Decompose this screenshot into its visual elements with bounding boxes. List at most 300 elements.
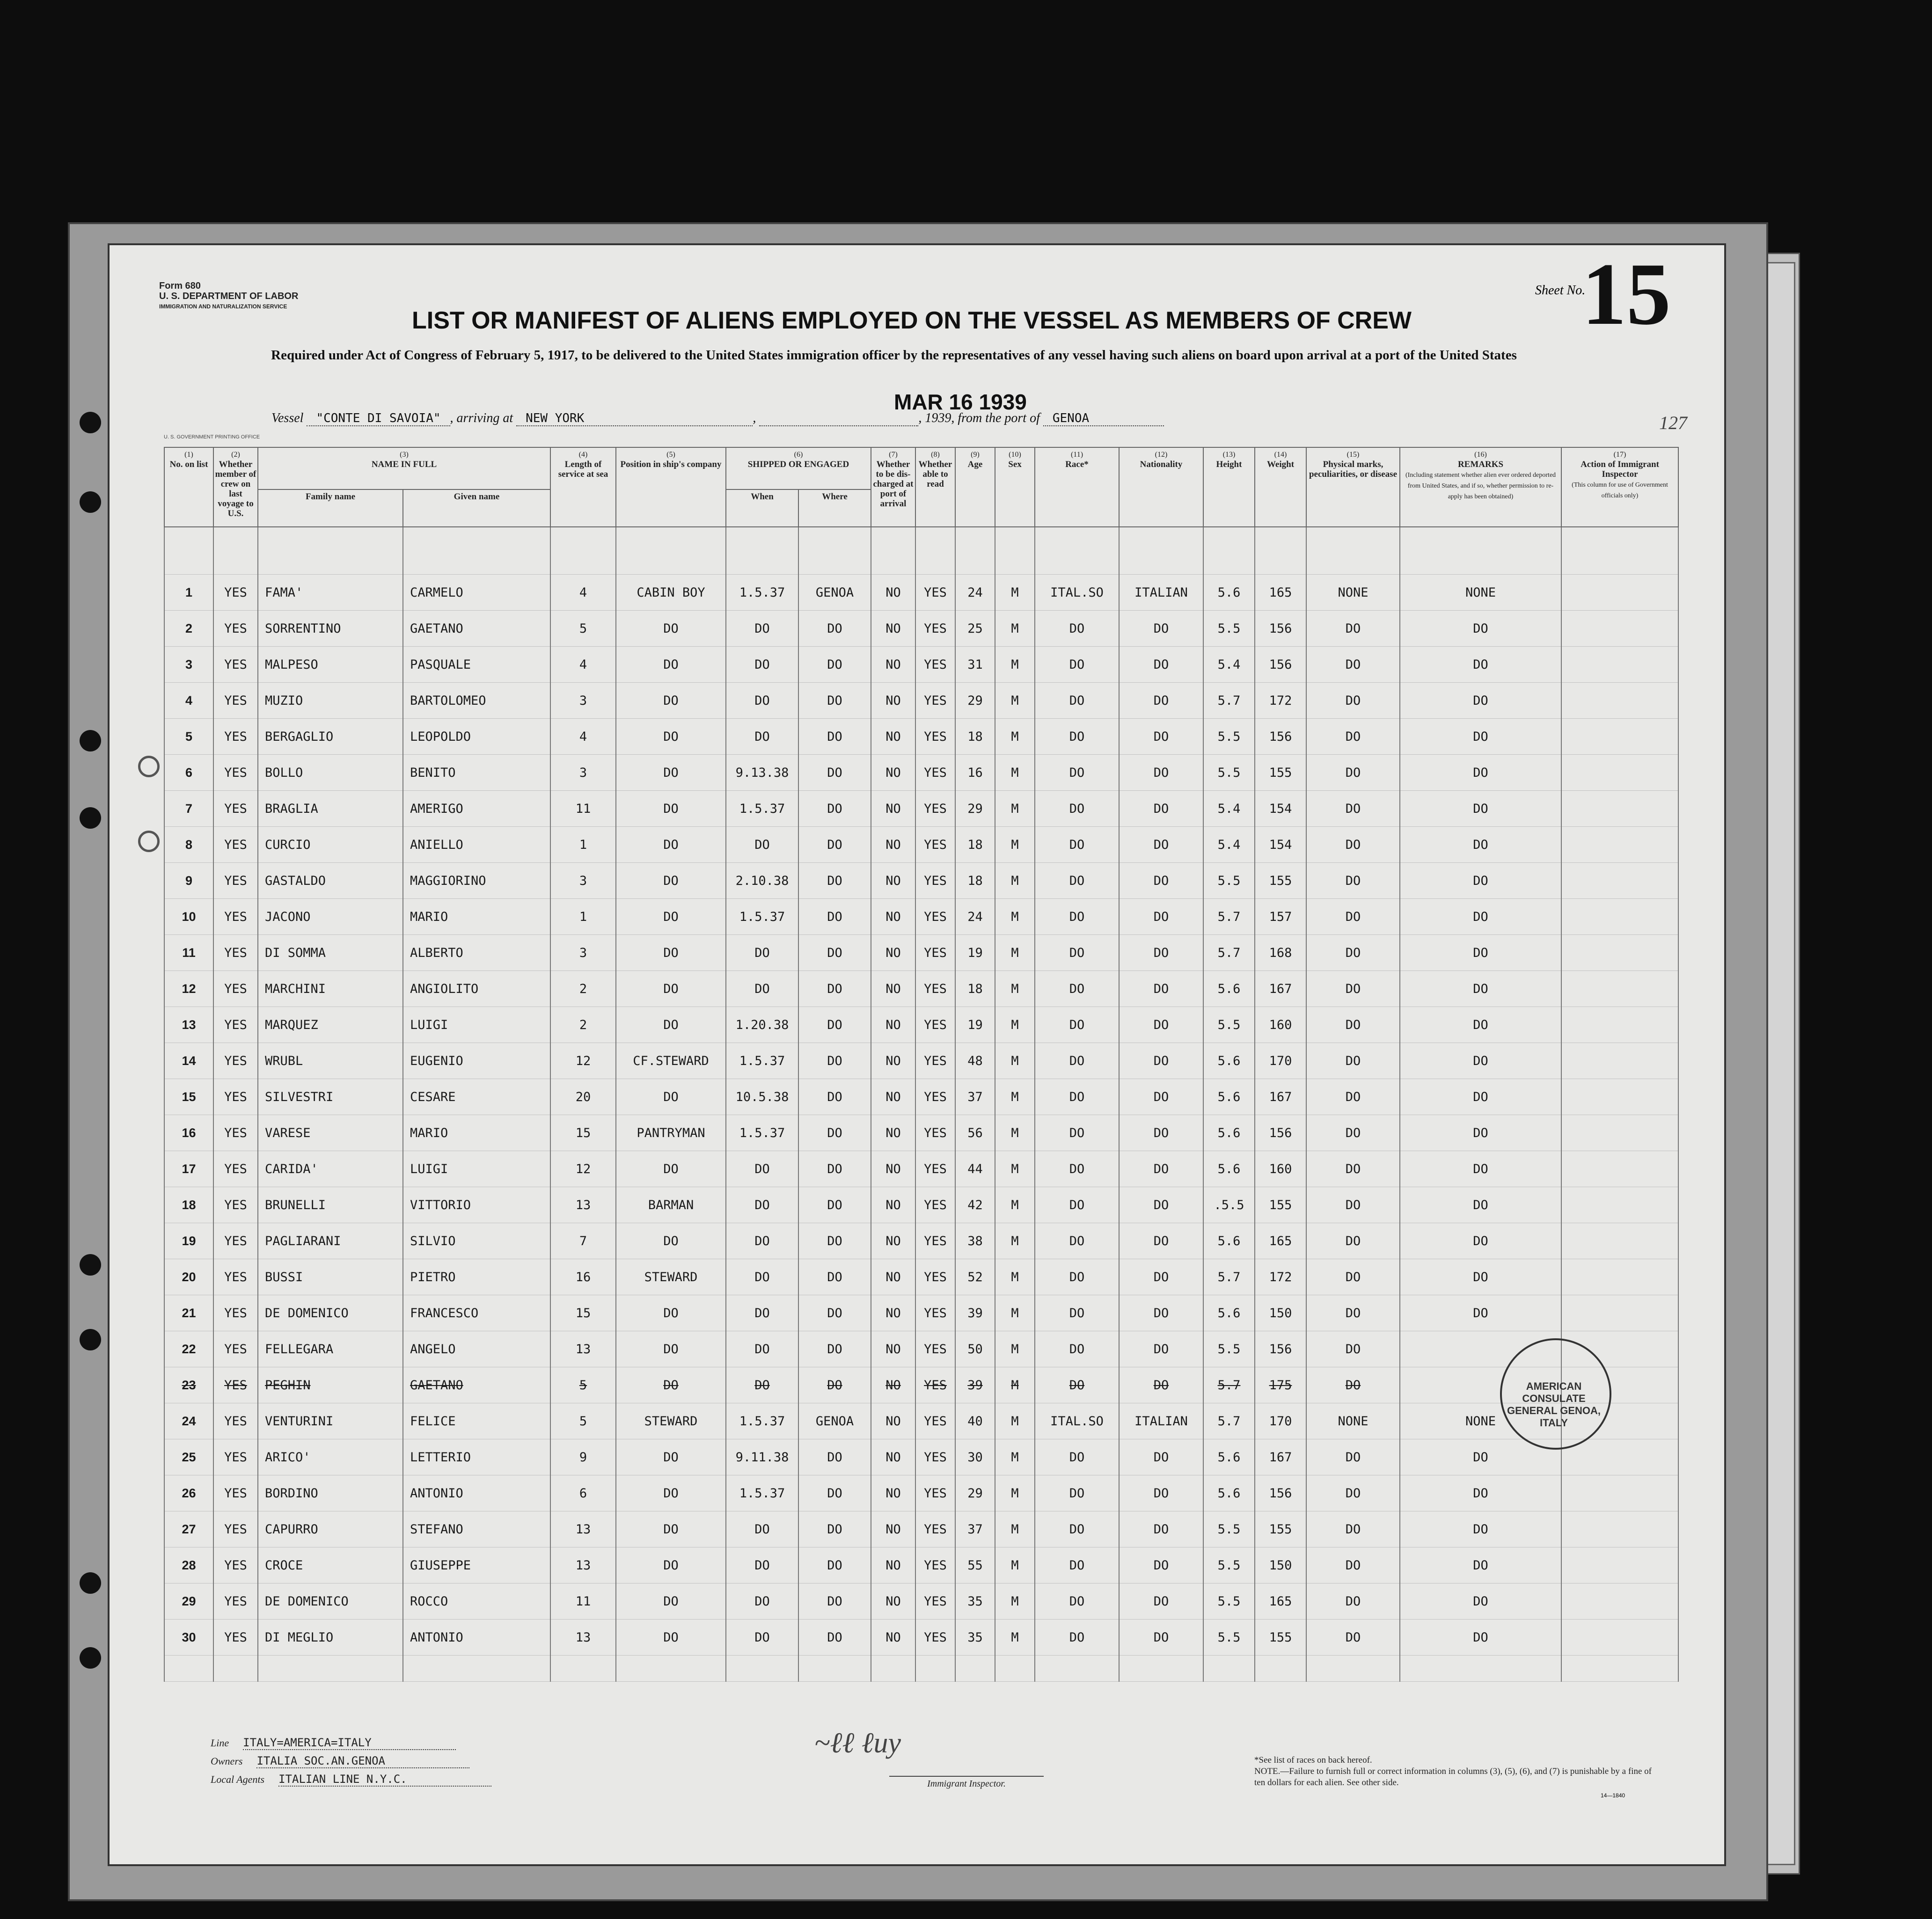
cell-height: 5.7 bbox=[1203, 683, 1255, 719]
cell-able-to-read: YES bbox=[915, 611, 955, 647]
cell-weight: 154 bbox=[1255, 791, 1306, 827]
col-header-shipped: (6) SHIPPED OR ENGAGED bbox=[726, 447, 871, 489]
cell-discharged: NO bbox=[871, 1223, 915, 1259]
cell-previous-voyage: YES bbox=[213, 1367, 258, 1403]
cell-age: 18 bbox=[955, 863, 995, 899]
cell-nationality: DO bbox=[1119, 863, 1203, 899]
cell-family-name: ARICO' bbox=[258, 1439, 403, 1475]
cell-nationality: ITALIAN bbox=[1119, 1403, 1203, 1439]
owners-value: ITALIA SOC.AN.GENOA bbox=[256, 1754, 469, 1768]
cell-physical-marks: DO bbox=[1306, 611, 1400, 647]
cell-family-name: CROCE bbox=[258, 1547, 403, 1583]
cell-discharged: NO bbox=[871, 827, 915, 863]
cell-sex: M bbox=[995, 755, 1035, 791]
cell-shipped-where: DO bbox=[798, 1223, 871, 1259]
cell-previous-voyage: YES bbox=[213, 1043, 258, 1079]
cell-row-number: 6 bbox=[164, 755, 213, 791]
binder-hole bbox=[80, 491, 101, 513]
cell-age: 42 bbox=[955, 1187, 995, 1223]
cell-family-name: BRAGLIA bbox=[258, 791, 403, 827]
cell-race: DO bbox=[1035, 1043, 1119, 1079]
table-row bbox=[164, 1583, 1678, 1620]
cell-race: DO bbox=[1035, 935, 1119, 971]
cell-row-number: 18 bbox=[164, 1187, 213, 1223]
cell-family-name: DI SOMMA bbox=[258, 935, 403, 971]
cell-given-name: LUIGI bbox=[403, 1151, 550, 1187]
cell-race: DO bbox=[1035, 1547, 1119, 1583]
cell-shipped-when: 1.5.37 bbox=[726, 1115, 798, 1151]
cell-sex: M bbox=[995, 1223, 1035, 1259]
cell-weight: 154 bbox=[1255, 827, 1306, 863]
cell-nationality: DO bbox=[1119, 827, 1203, 863]
cell-discharged: NO bbox=[871, 1007, 915, 1043]
cell-sex: M bbox=[995, 683, 1035, 719]
cell-sex: M bbox=[995, 1403, 1035, 1439]
cell-service-years: 6 bbox=[550, 1475, 616, 1511]
table-row bbox=[164, 935, 1678, 971]
cell-shipped-where: DO bbox=[798, 683, 871, 719]
cell-remarks: DO bbox=[1400, 1295, 1561, 1331]
table-row bbox=[164, 1475, 1678, 1511]
cell-sex: M bbox=[995, 1620, 1035, 1656]
cell-age: 19 bbox=[955, 935, 995, 971]
cell-able-to-read: YES bbox=[915, 1511, 955, 1547]
cell-shipped-when: DO bbox=[726, 1367, 798, 1403]
cell-shipped-when: 1.5.37 bbox=[726, 1043, 798, 1079]
cell-family-name: FELLEGARA bbox=[258, 1331, 403, 1367]
cell-previous-voyage: YES bbox=[213, 1187, 258, 1223]
cell-shipped-where: DO bbox=[798, 1295, 871, 1331]
cell-height: 5.6 bbox=[1203, 1115, 1255, 1151]
cell-previous-voyage: YES bbox=[213, 935, 258, 971]
cell-physical-marks: DO bbox=[1306, 1439, 1400, 1475]
cell-weight: 155 bbox=[1255, 1620, 1306, 1656]
cell-race: DO bbox=[1035, 1223, 1119, 1259]
cell-nationality: ITALIAN bbox=[1119, 575, 1203, 611]
cell-inspector-action bbox=[1561, 899, 1678, 935]
cell-weight: 157 bbox=[1255, 899, 1306, 935]
arrival-port: NEW YORK bbox=[516, 411, 753, 426]
cell-nationality: DO bbox=[1119, 1295, 1203, 1331]
cell-height: 5.7 bbox=[1203, 1367, 1255, 1403]
cell-shipped-when: DO bbox=[726, 683, 798, 719]
cell-remarks: DO bbox=[1400, 647, 1561, 683]
cell-able-to-read: YES bbox=[915, 575, 955, 611]
cell-previous-voyage: YES bbox=[213, 647, 258, 683]
cell-previous-voyage: YES bbox=[213, 827, 258, 863]
cell-age: 37 bbox=[955, 1079, 995, 1115]
cell-inspector-action bbox=[1561, 611, 1678, 647]
cell-age: 24 bbox=[955, 899, 995, 935]
cell-height: 5.6 bbox=[1203, 1079, 1255, 1115]
cell-physical-marks: DO bbox=[1306, 1295, 1400, 1331]
table-row bbox=[164, 1511, 1678, 1547]
cell-remarks: DO bbox=[1400, 1475, 1561, 1511]
cell-given-name: ANTONIO bbox=[403, 1620, 550, 1656]
cell-remarks: DO bbox=[1400, 1187, 1561, 1223]
cell-discharged: NO bbox=[871, 863, 915, 899]
cell-able-to-read: YES bbox=[915, 1547, 955, 1583]
cell-sex: M bbox=[995, 647, 1035, 683]
cell-shipped-when: 10.5.38 bbox=[726, 1079, 798, 1115]
cell-nationality: DO bbox=[1119, 1367, 1203, 1403]
cell-given-name: ANGIOLITO bbox=[403, 971, 550, 1007]
cell-row-number: 5 bbox=[164, 719, 213, 755]
cell-weight: 150 bbox=[1255, 1295, 1306, 1331]
cell-nationality: DO bbox=[1119, 683, 1203, 719]
col-header-service: (4) Length of service at sea bbox=[550, 447, 616, 527]
cell-service-years: 1 bbox=[550, 899, 616, 935]
cell-shipped-where: DO bbox=[798, 647, 871, 683]
cell-sex: M bbox=[995, 719, 1035, 755]
cell-service-years: 20 bbox=[550, 1079, 616, 1115]
cell-able-to-read: YES bbox=[915, 1007, 955, 1043]
cell-able-to-read: YES bbox=[915, 1367, 955, 1403]
table-row bbox=[164, 1403, 1678, 1439]
cell-inspector-action bbox=[1561, 719, 1678, 755]
cell-age: 38 bbox=[955, 1223, 995, 1259]
cell-shipped-when: 1.5.37 bbox=[726, 791, 798, 827]
cell-row-number: 16 bbox=[164, 1115, 213, 1151]
cell-given-name: GAETANO bbox=[403, 1367, 550, 1403]
cell-weight: 160 bbox=[1255, 1151, 1306, 1187]
footnote-races: *See list of races on back hereof. bbox=[1254, 1755, 1372, 1765]
cell-shipped-where: DO bbox=[798, 1043, 871, 1079]
cell-height: 5.5 bbox=[1203, 1007, 1255, 1043]
table-row bbox=[164, 1115, 1678, 1151]
cell-height: 5.5 bbox=[1203, 1620, 1255, 1656]
cell-weight: 160 bbox=[1255, 1007, 1306, 1043]
cell-shipped-where: DO bbox=[798, 971, 871, 1007]
cell-service-years: 13 bbox=[550, 1547, 616, 1583]
cell-discharged: NO bbox=[871, 647, 915, 683]
binder-hole bbox=[80, 1647, 101, 1669]
cell-previous-voyage: YES bbox=[213, 899, 258, 935]
col-header-sex: (10) Sex bbox=[995, 447, 1035, 527]
cell-sex: M bbox=[995, 1295, 1035, 1331]
cell-remarks: DO bbox=[1400, 791, 1561, 827]
cell-previous-voyage: YES bbox=[213, 863, 258, 899]
cell-given-name: CARMELO bbox=[403, 575, 550, 611]
cell-family-name: CURCIO bbox=[258, 827, 403, 863]
cell-inspector-action bbox=[1561, 1007, 1678, 1043]
table-row bbox=[164, 575, 1678, 611]
cell-sex: M bbox=[995, 971, 1035, 1007]
cell-sex: M bbox=[995, 1547, 1035, 1583]
cell-age: 56 bbox=[955, 1115, 995, 1151]
cell-previous-voyage: YES bbox=[213, 1547, 258, 1583]
cell-previous-voyage: YES bbox=[213, 755, 258, 791]
cell-nationality: DO bbox=[1119, 1331, 1203, 1367]
cell-inspector-action bbox=[1561, 1079, 1678, 1115]
page-number: 127 bbox=[1659, 412, 1687, 433]
cell-age: 29 bbox=[955, 791, 995, 827]
cell-given-name: FELICE bbox=[403, 1403, 550, 1439]
cell-age: 50 bbox=[955, 1331, 995, 1367]
vessel-label: Vessel bbox=[271, 411, 304, 425]
cell-race: DO bbox=[1035, 899, 1119, 935]
cell-shipped-where: DO bbox=[798, 1511, 871, 1547]
arrival-date-blank bbox=[759, 411, 918, 426]
table-row bbox=[164, 611, 1678, 647]
cell-discharged: NO bbox=[871, 1439, 915, 1475]
cell-nationality: DO bbox=[1119, 1259, 1203, 1295]
cell-given-name: GIUSEPPE bbox=[403, 1547, 550, 1583]
cell-physical-marks: DO bbox=[1306, 1583, 1400, 1620]
cell-nationality: DO bbox=[1119, 1583, 1203, 1620]
cell-previous-voyage: YES bbox=[213, 1439, 258, 1475]
cell-service-years: 15 bbox=[550, 1115, 616, 1151]
date-stamp: MAR 16 1939 bbox=[894, 390, 1027, 414]
cell-race: DO bbox=[1035, 1511, 1119, 1547]
cell-family-name: MALPESO bbox=[258, 647, 403, 683]
table-row bbox=[164, 1079, 1678, 1115]
cell-sex: M bbox=[995, 1259, 1035, 1295]
cell-position: DO bbox=[616, 1007, 726, 1043]
cell-able-to-read: YES bbox=[915, 1115, 955, 1151]
cell-physical-marks: NONE bbox=[1306, 1403, 1400, 1439]
arriving-label: arriving at bbox=[456, 411, 513, 425]
col-header-no: (1) No. on list bbox=[164, 447, 213, 527]
cell-height: 5.5 bbox=[1203, 1583, 1255, 1620]
cell-row-number: 15 bbox=[164, 1079, 213, 1115]
cell-previous-voyage: YES bbox=[213, 575, 258, 611]
cell-sex: M bbox=[995, 575, 1035, 611]
vessel-name: "CONTE DI SAVOIA" bbox=[307, 411, 450, 426]
cell-service-years: 4 bbox=[550, 647, 616, 683]
cell-sex: M bbox=[995, 791, 1035, 827]
cell-shipped-where: DO bbox=[798, 611, 871, 647]
cell-sex: M bbox=[995, 1511, 1035, 1547]
cell-sex: M bbox=[995, 935, 1035, 971]
table-row bbox=[164, 1331, 1678, 1367]
cell-given-name: ALBERTO bbox=[403, 935, 550, 971]
cell-discharged: NO bbox=[871, 1583, 915, 1620]
table-row bbox=[164, 647, 1678, 683]
cell-family-name: CARIDA' bbox=[258, 1151, 403, 1187]
cell-remarks: DO bbox=[1400, 1259, 1561, 1295]
cell-height: 5.5 bbox=[1203, 1331, 1255, 1367]
cell-position: DO bbox=[616, 1439, 726, 1475]
cell-position: CABIN BOY bbox=[616, 575, 726, 611]
cell-remarks: DO bbox=[1400, 1223, 1561, 1259]
cell-given-name: AMERIGO bbox=[403, 791, 550, 827]
cell-shipped-when: DO bbox=[726, 1295, 798, 1331]
cell-shipped-when: 1.20.38 bbox=[726, 1007, 798, 1043]
cell-weight: 170 bbox=[1255, 1403, 1306, 1439]
table-row bbox=[164, 1367, 1678, 1403]
cell-previous-voyage: YES bbox=[213, 1079, 258, 1115]
cell-sex: M bbox=[995, 899, 1035, 935]
cell-age: 18 bbox=[955, 827, 995, 863]
cell-shipped-when: DO bbox=[726, 1151, 798, 1187]
cell-sex: M bbox=[995, 1331, 1035, 1367]
cell-race: DO bbox=[1035, 1295, 1119, 1331]
cell-weight: 155 bbox=[1255, 1511, 1306, 1547]
cell-height: 5.4 bbox=[1203, 791, 1255, 827]
cell-row-number: 17 bbox=[164, 1151, 213, 1187]
form-code: 14—1840 bbox=[1601, 1792, 1625, 1799]
cell-weight: 167 bbox=[1255, 1079, 1306, 1115]
cell-nationality: DO bbox=[1119, 719, 1203, 755]
table-row bbox=[164, 1295, 1678, 1331]
cell-family-name: BUSSI bbox=[258, 1259, 403, 1295]
cell-inspector-action bbox=[1561, 791, 1678, 827]
sheet-number-label: Sheet No. bbox=[1535, 283, 1586, 298]
crew-manifest-table bbox=[164, 447, 1679, 1682]
footnote-penalty: NOTE.—Failure to furnish full or correct information in columns (3), (5), (6), and (7) is punishable by a fine of ten dollars for each alien. See other side. bbox=[1254, 1766, 1652, 1788]
cell-age: 24 bbox=[955, 575, 995, 611]
cell-shipped-where: DO bbox=[798, 755, 871, 791]
cell-given-name: VITTORIO bbox=[403, 1187, 550, 1223]
cell-sex: M bbox=[995, 611, 1035, 647]
cell-row-number: 21 bbox=[164, 1295, 213, 1331]
cell-discharged: NO bbox=[871, 1187, 915, 1223]
col-header-position: (5) Position in ship's company bbox=[616, 447, 726, 527]
cell-row-number: 28 bbox=[164, 1547, 213, 1583]
cell-shipped-where: DO bbox=[798, 1259, 871, 1295]
service-name: IMMIGRATION AND NATURALIZATION SERVICE bbox=[159, 303, 287, 310]
cell-height: 5.6 bbox=[1203, 1475, 1255, 1511]
page-title: LIST OR MANIFEST OF ALIENS EMPLOYED ON THE VESSEL AS MEMBERS OF CREW bbox=[412, 307, 1412, 334]
cell-family-name: DE DOMENICO bbox=[258, 1583, 403, 1620]
cell-service-years: 16 bbox=[550, 1259, 616, 1295]
cell-remarks: DO bbox=[1400, 1439, 1561, 1475]
cell-race: DO bbox=[1035, 1115, 1119, 1151]
cell-position: DO bbox=[616, 683, 726, 719]
cell-nationality: DO bbox=[1119, 1439, 1203, 1475]
cell-family-name: BRUNELLI bbox=[258, 1187, 403, 1223]
footer-block bbox=[211, 1734, 491, 1788]
from-label: from the port of bbox=[958, 411, 1040, 425]
cell-previous-voyage: YES bbox=[213, 611, 258, 647]
cell-service-years: 5 bbox=[550, 1367, 616, 1403]
consulate-seal-text: AMERICAN CONSULATE GENERAL GENOA, ITALY bbox=[1507, 1380, 1601, 1429]
cell-nationality: DO bbox=[1119, 1620, 1203, 1656]
cell-discharged: NO bbox=[871, 1403, 915, 1439]
cell-family-name: VENTURINI bbox=[258, 1403, 403, 1439]
cell-weight: 167 bbox=[1255, 971, 1306, 1007]
cell-discharged: NO bbox=[871, 1043, 915, 1079]
cell-position: DO bbox=[616, 899, 726, 935]
cell-row-number: 26 bbox=[164, 1475, 213, 1511]
cell-sex: M bbox=[995, 1007, 1035, 1043]
cell-physical-marks: DO bbox=[1306, 683, 1400, 719]
cell-discharged: NO bbox=[871, 575, 915, 611]
cell-family-name: MARCHINI bbox=[258, 971, 403, 1007]
cell-inspector-action bbox=[1561, 1187, 1678, 1223]
cell-given-name: PIETRO bbox=[403, 1259, 550, 1295]
cell-previous-voyage: YES bbox=[213, 971, 258, 1007]
cell-inspector-action bbox=[1561, 575, 1678, 611]
cell-shipped-when: 2.10.38 bbox=[726, 863, 798, 899]
cell-weight: 165 bbox=[1255, 1583, 1306, 1620]
cell-discharged: NO bbox=[871, 683, 915, 719]
cell-remarks: DO bbox=[1400, 899, 1561, 935]
line-label: Line bbox=[211, 1737, 229, 1749]
binder-hole bbox=[80, 1254, 101, 1276]
cell-race: ITAL.SO bbox=[1035, 575, 1119, 611]
cell-previous-voyage: YES bbox=[213, 1115, 258, 1151]
col-header-race: (11) Race* bbox=[1035, 447, 1119, 527]
cell-previous-voyage: YES bbox=[213, 1331, 258, 1367]
table-row bbox=[164, 1259, 1678, 1295]
sheet-number: 15 bbox=[1582, 245, 1671, 343]
cell-age: 18 bbox=[955, 971, 995, 1007]
cell-race: DO bbox=[1035, 647, 1119, 683]
cell-shipped-where: DO bbox=[798, 1583, 871, 1620]
cell-discharged: NO bbox=[871, 1295, 915, 1331]
cell-service-years: 5 bbox=[550, 1403, 616, 1439]
cell-position: DO bbox=[616, 935, 726, 971]
cell-sex: M bbox=[995, 1151, 1035, 1187]
cell-discharged: NO bbox=[871, 611, 915, 647]
cell-shipped-where: DO bbox=[798, 1079, 871, 1115]
col-header-age: (9) Age bbox=[955, 447, 995, 527]
cell-age: 29 bbox=[955, 683, 995, 719]
cell-nationality: DO bbox=[1119, 1043, 1203, 1079]
cell-shipped-when: 9.13.38 bbox=[726, 755, 798, 791]
cell-inspector-action bbox=[1561, 1475, 1678, 1511]
cell-inspector-action bbox=[1561, 1151, 1678, 1187]
cell-inspector-action bbox=[1561, 1223, 1678, 1259]
cell-discharged: NO bbox=[871, 755, 915, 791]
cell-row-number: 14 bbox=[164, 1043, 213, 1079]
cell-shipped-when: DO bbox=[726, 935, 798, 971]
cell-shipped-where: GENOA bbox=[798, 1403, 871, 1439]
cell-remarks: NONE bbox=[1400, 575, 1561, 611]
cell-previous-voyage: YES bbox=[213, 1223, 258, 1259]
cell-race: DO bbox=[1035, 1439, 1119, 1475]
cell-physical-marks: DO bbox=[1306, 1511, 1400, 1547]
cell-remarks: DO bbox=[1400, 1007, 1561, 1043]
table-row bbox=[164, 755, 1678, 791]
cell-family-name: MUZIO bbox=[258, 683, 403, 719]
cell-service-years: 2 bbox=[550, 1007, 616, 1043]
cell-able-to-read: YES bbox=[915, 719, 955, 755]
cell-able-to-read: YES bbox=[915, 1331, 955, 1367]
cell-shipped-when: DO bbox=[726, 1547, 798, 1583]
cell-row-number: 19 bbox=[164, 1223, 213, 1259]
cell-nationality: DO bbox=[1119, 899, 1203, 935]
cell-service-years: 13 bbox=[550, 1187, 616, 1223]
cell-previous-voyage: YES bbox=[213, 1151, 258, 1187]
cell-family-name: GASTALDO bbox=[258, 863, 403, 899]
cell-nationality: DO bbox=[1119, 1187, 1203, 1223]
cell-position: DO bbox=[616, 1620, 726, 1656]
cell-age: 25 bbox=[955, 611, 995, 647]
cell-inspector-action bbox=[1561, 935, 1678, 971]
footnote bbox=[1254, 1755, 1657, 1788]
cell-given-name: MARIO bbox=[403, 1115, 550, 1151]
cell-able-to-read: YES bbox=[915, 683, 955, 719]
cell-family-name: BOLLO bbox=[258, 755, 403, 791]
cell-family-name: FAMA' bbox=[258, 575, 403, 611]
cell-shipped-where: DO bbox=[798, 1367, 871, 1403]
cell-able-to-read: YES bbox=[915, 1259, 955, 1295]
cell-discharged: NO bbox=[871, 935, 915, 971]
cell-physical-marks: DO bbox=[1306, 647, 1400, 683]
cell-physical-marks: DO bbox=[1306, 755, 1400, 791]
cell-weight: 156 bbox=[1255, 1115, 1306, 1151]
cell-sex: M bbox=[995, 1187, 1035, 1223]
cell-shipped-where: DO bbox=[798, 1439, 871, 1475]
cell-shipped-when: DO bbox=[726, 1583, 798, 1620]
cell-age: 30 bbox=[955, 1439, 995, 1475]
cell-race: DO bbox=[1035, 1583, 1119, 1620]
table-row bbox=[164, 899, 1678, 935]
cell-service-years: 1 bbox=[550, 827, 616, 863]
